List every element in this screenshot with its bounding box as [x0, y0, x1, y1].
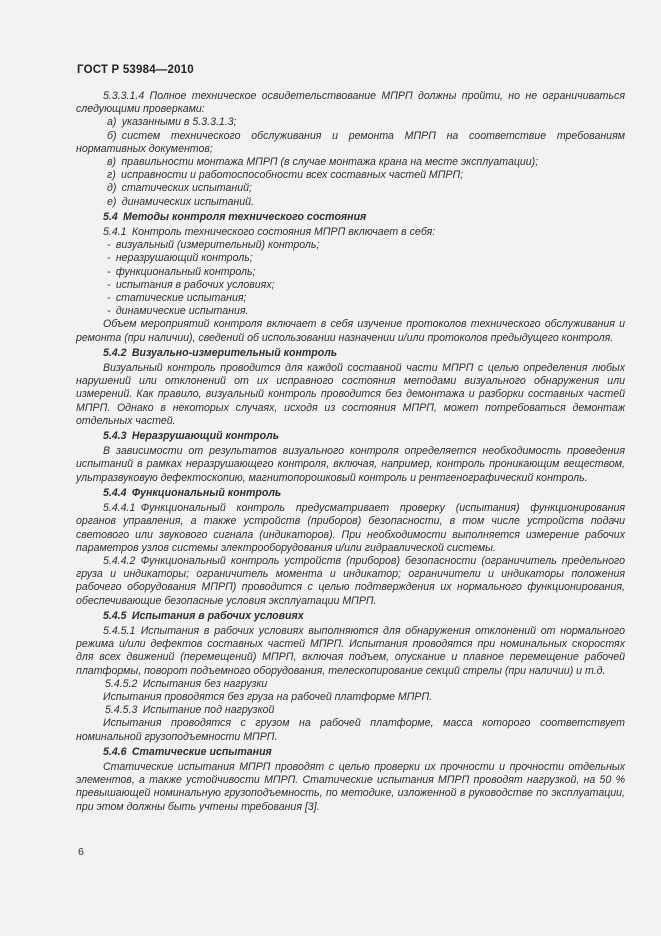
dash-list-item: - функциональный контроль; — [107, 265, 256, 278]
dash-list-item: - динамические испытания. — [107, 305, 249, 318]
letter-list-item: е) динамических испытаний. — [107, 195, 254, 208]
dash-list-item: - статические испытания; — [107, 292, 247, 305]
dash-list-item: - неразрушающий контроль; — [107, 252, 253, 265]
clause-paragraph: Испытания проводятся с грузом на рабочей платформе, масса которого соответствует номинальной грузоподъемности МПРП. — [76, 717, 625, 743]
subclause-heading: 5.4.5.2 Испытания без нагрузки — [105, 677, 268, 690]
clause-paragraph: В зависимости от результатов визуального контроля определяется необходимость проведения испытаний в рамках неразрушающего контроля, включая, например, контроль проникающим веществом, ультразвуковую дефектоскопию, магнитопорошковый контроль и рентгенографический контроль. — [76, 445, 625, 484]
clause-paragraph: 5.4.4.2 Функциональный контроль устройств (приборов) безопасности (ограничитель предельного груза и индикаторы; ограничитель момента и индикатор; ограничители и индикаторы положения рабочего оборудования МПРП) проводится с целью подтверждения их нормального функционирования, обеспечивающие безопасные условия эксплуатации МПРП. — [76, 554, 625, 607]
section-heading: 5.4.4 Функциональный контроль — [103, 486, 282, 499]
clause-paragraph: Визуальный контроль проводится для каждой составной части МПРП с целью определения любых нарушений или отклонений от их исправного состояния методами визуального обнаружения или измерений. Как правило, визуальный контроль проводится без демонтажа и разборки составных частей МПРП. Однако в некоторых случаях, исходя из состояния МПРП, может потребоваться демонтаж отдельных частей. — [76, 362, 625, 427]
clause-paragraph: 5.4.1 Контроль технического состояния МПРП включает в себя: — [103, 226, 436, 239]
letter-list-item: а) указанными в 5.3.3.1.3; — [107, 116, 237, 129]
page-number: 6 — [78, 846, 84, 858]
letter-list-item: г) исправности и работоспособности всех составных частей МПРП; — [107, 169, 464, 182]
dash-list-item: - визуальный (измерительный) контроль; — [107, 239, 320, 252]
letter-list-item: д) статических испытаний; — [107, 182, 252, 195]
section-heading: 5.4.5 Испытания в рабочих условиях — [103, 609, 304, 622]
section-heading: 5.4.2 Визуально-измерительный контроль — [103, 346, 338, 359]
section-heading: 5.4 Методы контроля технического состояния — [103, 210, 367, 223]
clause-paragraph: Статические испытания МПРП проводят с целью проверки их прочности и прочности отдельных элементов, а также устойчивости МПРП. Статические испытания МПРП проводят нагрузкой, на 50 % превышающей номинальную грузоподъемность, по методике, изложенной в руководстве по эксплуатации, при этом должны быть учтены требования [3]. — [76, 760, 625, 813]
dash-list-item: - испытания в рабочих условиях; — [107, 278, 275, 291]
section-heading: 5.4.3 Неразрушающий контроль — [103, 430, 280, 443]
subclause-heading: 5.4.5.3 Испытание под нагрузкой — [105, 704, 275, 717]
clause-paragraph: Объем мероприятий контроля включает в себя изучение протоколов технического обслуживания и ремонта (при наличии), сведений об использовании назначении и/или протоколов предыдущего контроля. — [76, 318, 625, 344]
clause-paragraph: 5.4.4.1 Функциональный контроль предусматривает проверку (испытания) функционирования органов управления, а также устройств (приборов) безопасности, в том числе устройств подачи светового или звукового сигнала (индикаторов). При необходимости выполняется измерение рабочих параметров узлов системы электрооборудования и/или гидравлической системы. — [76, 502, 625, 554]
clause-paragraph: 5.3.3.1.4 Полное техническое освидетельствование МПРП должны пройти, но не ограничиваться следующими проверками: — [76, 90, 625, 116]
clause-paragraph: 5.4.5.1 Испытания в рабочих условиях выполняются для обнаружения отклонений от нормального режима и/или дефектов составных частей МПРП. Испытания проводятся при номинальных скоростях для всех движений (перемещений) МПРП, включая подъем, опускание и плавное перемещение рабочей платформы, поворот подъемного оборудования, телескопирование секций стрелы (при наличии) и т.д. — [76, 624, 625, 677]
standard-code-header: ГОСТ Р 53984—2010 — [77, 64, 194, 76]
letter-list-item: б) систем технического обслуживания и ремонта МПРП на соответствие требованиям нормативных документов; — [76, 129, 625, 155]
document-body — [76, 90, 625, 814]
clause-paragraph: Испытания проводятся без груза на рабочей платформе МПРП. — [103, 690, 433, 703]
section-heading: 5.4.6 Статические испытания — [103, 745, 272, 758]
letter-list-item: в) правильности монтажа МПРП (в случае монтажа крана на месте эксплуатации); — [107, 156, 539, 169]
